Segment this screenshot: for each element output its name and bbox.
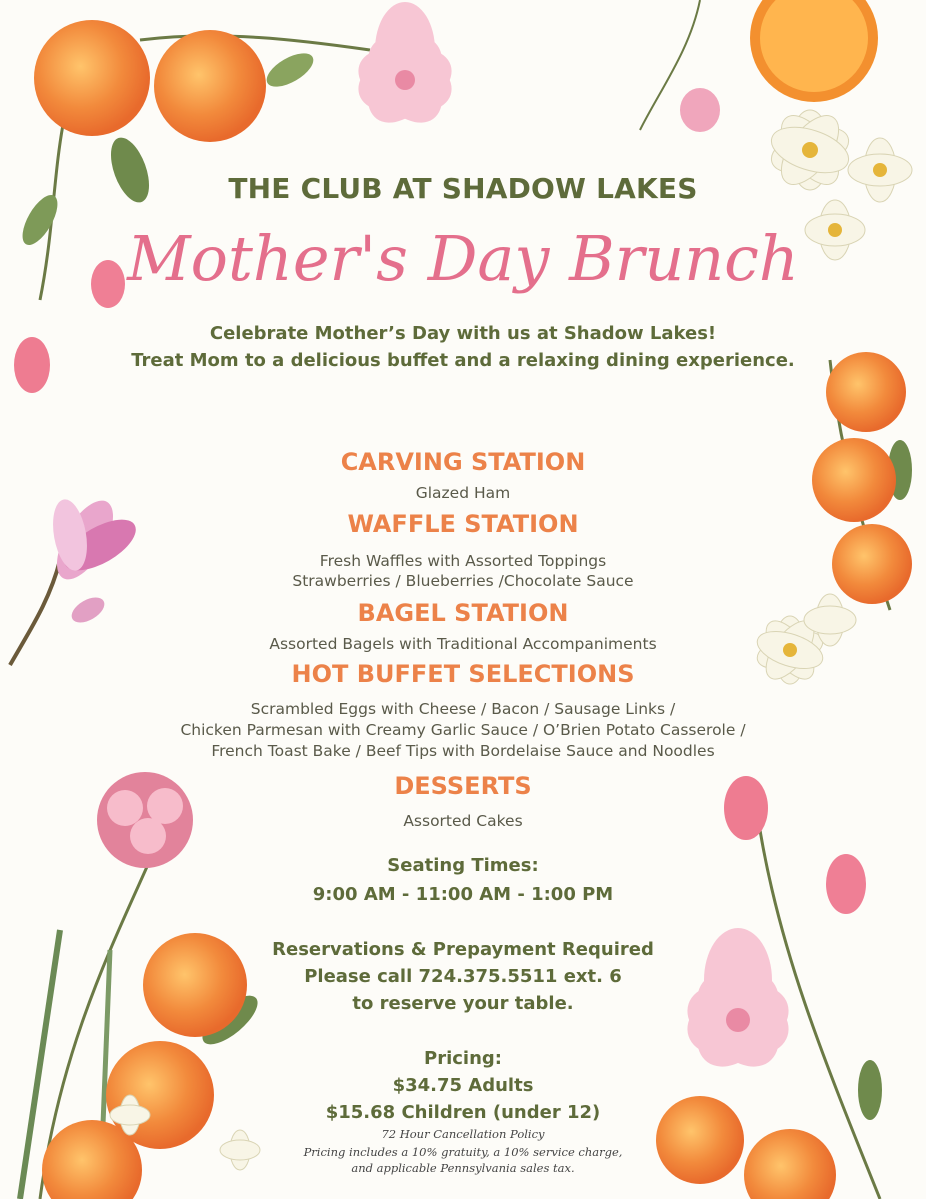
phone-line: Please call 724.375.5511 ext. 6 bbox=[304, 966, 622, 987]
pricing-label: Pricing: bbox=[424, 1048, 502, 1069]
section-title-desserts: DESSERTS bbox=[394, 772, 532, 800]
event-title: Mother's Day Brunch bbox=[127, 222, 799, 295]
price-children: $15.68 Children (under 12) bbox=[325, 1102, 601, 1123]
intro-line: Treat Mom to a delicious buffet and a relaxing dining experience. bbox=[131, 350, 795, 371]
intro-text bbox=[0, 320, 926, 374]
section-title-bagel: BAGEL STATION bbox=[357, 599, 569, 627]
seating-times: 9:00 AM - 11:00 AM - 1:00 PM bbox=[312, 884, 614, 905]
menu-item: Assorted Bagels with Traditional Accompaniments bbox=[269, 635, 657, 653]
intro-line: Celebrate Mother’s Day with us at Shadow Lakes! bbox=[209, 323, 717, 344]
menu-item: French Toast Bake / Beef Tips with Bordelaise Sauce and Noodles bbox=[211, 742, 715, 760]
section-title-hot-buffet: HOT BUFFET SELECTIONS bbox=[291, 660, 635, 688]
reservations-line: to reserve your table. bbox=[352, 993, 574, 1014]
section-title-waffle: WAFFLE STATION bbox=[347, 510, 579, 538]
menu-item: Glazed Ham bbox=[415, 484, 511, 502]
reservations-line: Reservations & Prepayment Required bbox=[272, 939, 654, 960]
pricing-note: and applicable Pennsylvania sales tax. bbox=[351, 1161, 575, 1175]
menu-item: Scrambled Eggs with Cheese / Bacon / Sausage Links / bbox=[250, 700, 676, 718]
seating-label: Seating Times: bbox=[387, 855, 539, 876]
menu-item: Fresh Waffles with Assorted Toppings bbox=[319, 552, 607, 570]
club-name: THE CLUB AT SHADOW LAKES bbox=[228, 172, 698, 205]
pricing-note: Pricing includes a 10% gratuity, a 10% service charge, bbox=[303, 1145, 623, 1159]
menu-item: Assorted Cakes bbox=[403, 812, 523, 830]
section-title-carving: CARVING STATION bbox=[340, 448, 586, 476]
price-adults: $34.75 Adults bbox=[392, 1075, 534, 1096]
menu-item: Chicken Parmesan with Creamy Garlic Sauce / O’Brien Potato Casserole / bbox=[180, 721, 746, 739]
cancellation-policy: 72 Hour Cancellation Policy bbox=[381, 1127, 545, 1141]
menu-item: Strawberries / Blueberries /Chocolate Sauce bbox=[292, 572, 634, 590]
